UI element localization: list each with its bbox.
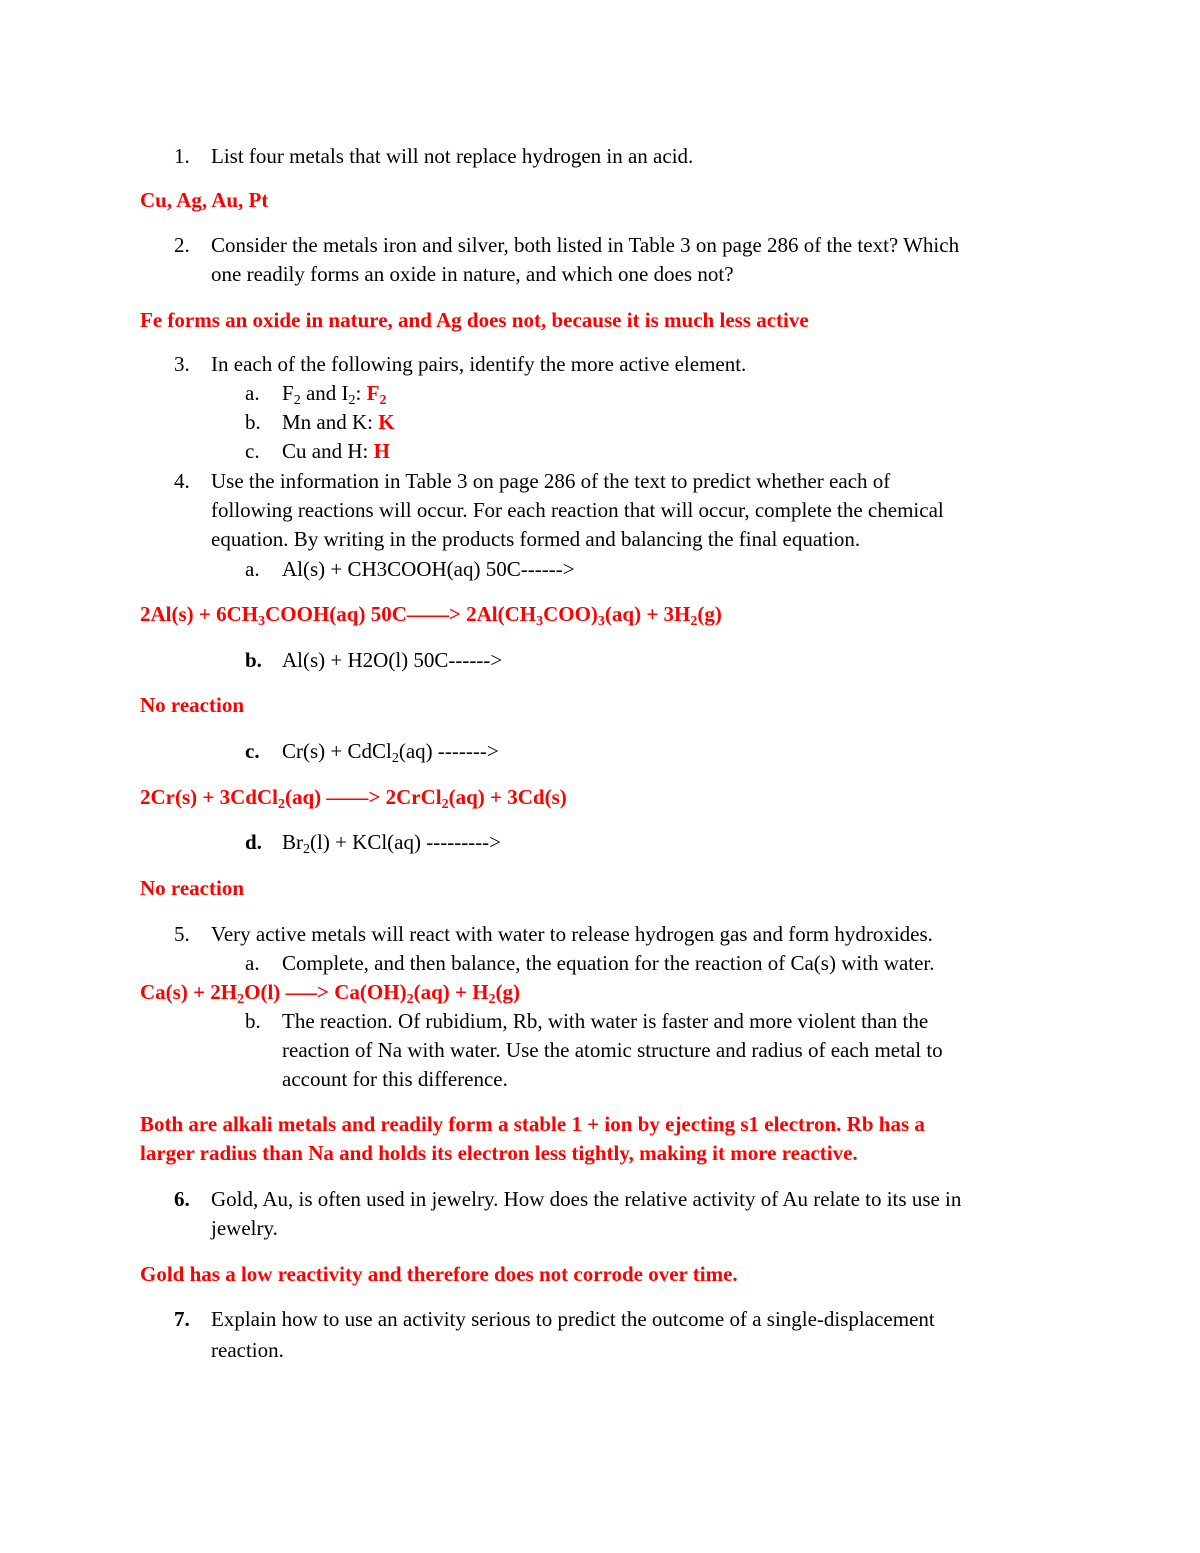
q3c-item: Cu and H: H <box>282 439 390 463</box>
q5a-answer: $Ca(s) + 2H_2O(l)$ –––> $Ca(OH)_2(aq) + H_2(g)$ <box>140 980 521 1007</box>
q5-number: 5. <box>174 922 190 946</box>
q5b-text-line3: account for this difference. <box>282 1067 508 1091</box>
q4c-text: Cr(s) + CdCl$_2$(aq) -------> <box>282 739 499 766</box>
q5b-letter: b. <box>245 1009 261 1033</box>
q2-number: 2. <box>174 233 190 257</box>
q2-text-line2: one readily forms an oxide in nature, and which one does not? <box>211 262 734 286</box>
q1-number: 1. <box>174 144 190 168</box>
q3-number: 3. <box>174 352 190 376</box>
q3a-letter: a. <box>245 381 260 405</box>
q3-text: In each of the following pairs, identify the more active element. <box>211 352 747 376</box>
q2-text-line1: Consider the metals iron and silver, both listed in Table 3 on page 286 of the text? Which <box>211 233 960 257</box>
q3b-letter: b. <box>245 410 261 434</box>
q1-answer: Cu, Ag, Au, Pt <box>140 188 269 212</box>
q3a-answer: $F_2$ <box>366 381 387 408</box>
q4c-letter: c. <box>245 739 260 763</box>
q4d-answer: No reaction <box>140 876 245 900</box>
q6-text-line2: jewelry. <box>211 1216 278 1240</box>
q4-text-line2: following reactions will occur. For each reaction that will occur, complete the chemical <box>211 498 944 522</box>
q6-number: 6. <box>174 1187 190 1211</box>
q5a-letter: a. <box>245 951 260 975</box>
q4a-answer: $2Al(s) + 6CH_3COOH(aq)$ $50C----> 2Al(CH_3COO)_3(aq) + 3H_2(g)$ <box>140 602 722 629</box>
q7-text-line2: reaction. <box>211 1338 284 1362</box>
q6-answer: Gold has a low reactivity and therefore does not corrode over time. <box>140 1262 738 1286</box>
q3c-letter: c. <box>245 439 260 463</box>
q4a-letter: a. <box>245 557 260 581</box>
q6-text-line1: Gold, Au, is often used in jewelry. How does the relative activity of Au relate to its use in <box>211 1187 962 1211</box>
q4-number: 4. <box>174 469 190 493</box>
q5b-text-line2: reaction of Na with water. Use the atomic structure and radius of each metal to <box>282 1038 943 1062</box>
q4b-text: Al(s) + H2O(l) 50C------> <box>282 648 503 672</box>
q4-text-line3: equation. By writing in the products formed and balancing the final equation. <box>211 527 861 551</box>
q3c-answer: H <box>373 439 390 463</box>
q5-text: Very active metals will react with water to release hydrogen gas and form hydroxides. <box>211 922 933 946</box>
q4d-letter: d. <box>245 830 262 854</box>
q4d-text: $Br_2(l) + KCl(aq)$ ---------> <box>282 830 502 857</box>
q3a-item: $F_2$ and $I_2$: $F_2$ <box>282 381 387 408</box>
q4c-answer: 2Cr(s) + 3CdCl$_2$(aq) ––––> 2CrCl$_2$(aq) + 3Cd(s) <box>140 785 567 812</box>
q7-text-line1: Explain how to use an activity serious to predict the outcome of a single-displacement <box>211 1307 935 1331</box>
q4-text-line1: Use the information in Table 3 on page 286 of the text to predict whether each of <box>211 469 891 493</box>
q4b-answer: No reaction <box>140 693 245 717</box>
q3b-answer: K <box>378 410 395 434</box>
q1-text: List four metals that will not replace hydrogen in an acid. <box>211 144 694 168</box>
q5b-text-line1: The reaction. Of rubidium, Rb, with water is faster and more violent than the <box>282 1009 929 1033</box>
q4a-text: Al(s) + CH3COOH(aq) 50C------> <box>282 557 575 581</box>
q5b-answer-line2: larger radius than Na and holds its electron less tightly, making it more reactive. <box>140 1141 858 1165</box>
q5b-answer-line1: Both are alkali metals and readily form a stable 1 + ion by ejecting s1 electron. Rb has a <box>140 1112 925 1136</box>
q4b-letter: b. <box>245 648 262 672</box>
q2-answer: Fe forms an oxide in nature, and Ag does not, because it is much less active <box>140 308 809 332</box>
q5a-text: Complete, and then balance, the equation for the reaction of Ca(s) with water. <box>282 951 935 975</box>
q3b-item: Mn and K: K <box>282 410 395 434</box>
q7-number: 7. <box>174 1307 190 1331</box>
